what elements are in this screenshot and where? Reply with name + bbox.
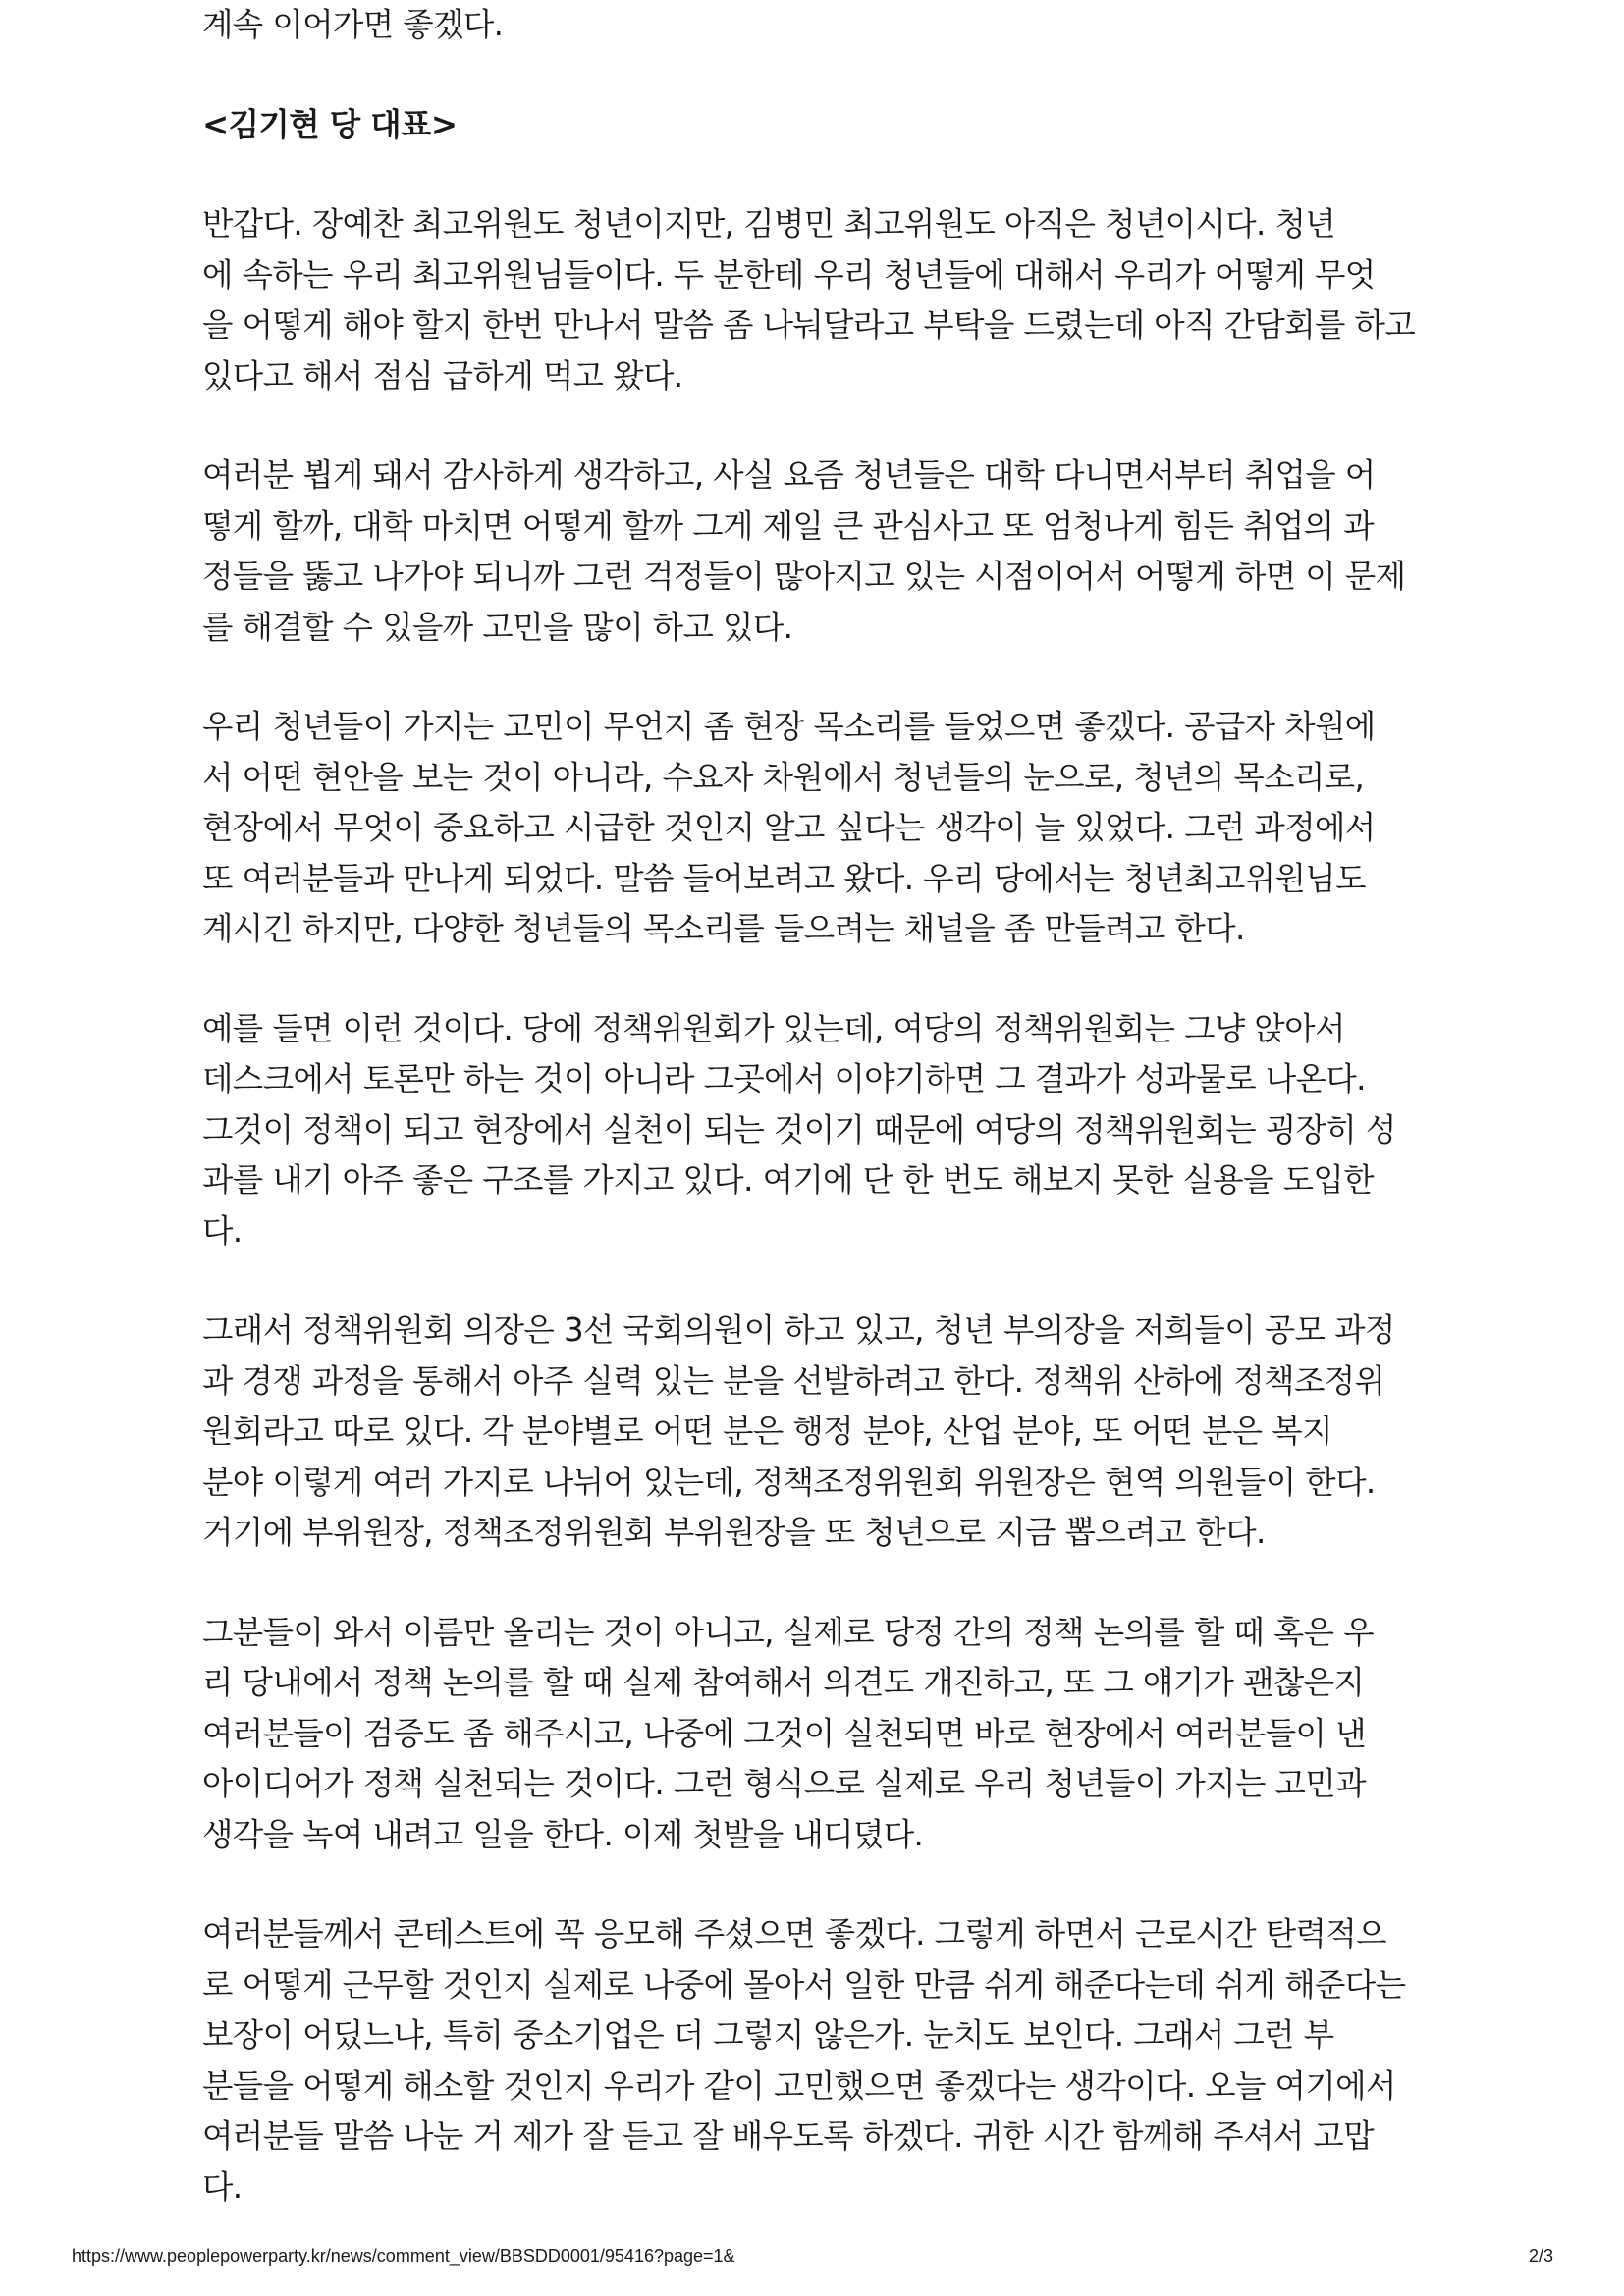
paragraph-line: 여러분들이 검증도 좀 해주시고, 나중에 그것이 실천되면 바로 현장에서 여러분들이 낸 xyxy=(202,1714,1366,1752)
page-footer xyxy=(72,2246,1553,2275)
paragraph-gap xyxy=(202,1256,1439,1306)
paragraph-line: 분들을 어떻게 해소할 것인지 우리가 같이 고민했으면 좋겠다는 생각이다. 오늘 여기에서 xyxy=(202,2066,1396,2105)
paragraph xyxy=(202,451,1439,653)
paragraph-line: 를 해결할 수 있을까 고민을 많이 하고 있다. xyxy=(202,608,793,646)
footer-url: https://www.peoplepowerparty.kr/news/comment_view/BBSDD0001/95416?page=1& xyxy=(72,2246,735,2266)
paragraph-line: 그래서 정책위원회 의장은 3선 국회의원이 하고 있고, 청년 부의장을 저희들이 공모 과정 xyxy=(202,1311,1395,1349)
paragraph-gap xyxy=(202,401,1439,451)
paragraph xyxy=(202,1608,1439,1861)
paragraph xyxy=(202,1909,1439,2213)
paragraph-line: 을 어떻게 해야 할지 한번 만나서 말씀 좀 나눠달라고 부탁을 드렸는데 아직 간담회를 하고 xyxy=(202,306,1416,344)
paragraph-line: 다. xyxy=(202,1211,243,1250)
paragraph-line: 그분들이 와서 이름만 올리는 것이 아니고, 실제로 당정 간의 정책 논의를 할 때 혹은 우 xyxy=(202,1613,1374,1651)
paragraph-gap xyxy=(202,51,1439,100)
paragraph-line: 아이디어가 정책 실천되는 것이다. 그런 형식으로 실제로 우리 청년들이 가지는 고민과 xyxy=(202,1765,1366,1802)
paragraph-line: 또 여러분들과 만나게 되었다. 말씀 들어보려고 왔다. 우리 당에서는 청년최고위원님도 xyxy=(202,859,1366,897)
paragraph-line: 떻게 할까, 대학 마치면 어떻게 할까 그게 제일 큰 관심사고 또 엄청나게 힘든 취업의 과 xyxy=(202,507,1374,545)
paragraph-line: 여러분들께서 콘테스트에 꼭 응모해 주셨으면 좋겠다. 그렇게 하면서 근로시간 탄력적으 xyxy=(202,1915,1386,1952)
paragraph-line: 생각을 녹여 내려고 일을 한다. 이제 첫발을 내디뎠다. xyxy=(202,1815,924,1853)
paragraph-line: 분야 이렇게 여러 가지로 나뉘어 있는데, 정책조정위원회 위원장은 현역 의원들이 한다. xyxy=(202,1463,1376,1501)
paragraph-gap xyxy=(202,1559,1439,1608)
paragraph-gap xyxy=(202,1860,1439,1909)
document-body xyxy=(202,0,1439,2213)
paragraph-line: 정들을 뚫고 나가야 되니까 그런 걱정들이 많아지고 있는 시점이어서 어떻게 하면 이 문제 xyxy=(202,558,1406,595)
intro-line: 계속 이어가면 좋겠다. xyxy=(202,6,504,43)
paragraph-line: 과를 내기 아주 좋은 구조를 가지고 있다. 여기에 단 한 번도 해보지 못한 실용을 도입한 xyxy=(202,1161,1374,1199)
paragraph-line: 현장에서 무엇이 중요하고 시급한 것인지 알고 싶다는 생각이 늘 있었다. 그런 과정에서 xyxy=(202,809,1376,846)
paragraph-gap xyxy=(202,150,1439,199)
paragraph-line: 에 속하는 우리 최고위원님들이다. 두 분한테 우리 청년들에 대해서 우리가 어떻게 무엇 xyxy=(202,255,1376,294)
paragraph-line: 계시긴 하지만, 다양한 청년들의 목소리를 들으려는 채널을 좀 만들려고 한다. xyxy=(202,910,1245,947)
paragraph-gap xyxy=(202,653,1439,702)
paragraph-line: 서 어떤 현안을 보는 것이 아니라, 수요자 차원에서 청년들의 눈으로, 청년의 목소리로, xyxy=(202,758,1365,796)
paragraph-line: 보장이 어딨느냐, 특히 중소기업은 더 그렇지 않은가. 눈치도 보인다. 그래서 그런 부 xyxy=(202,2016,1334,2054)
paragraph-line: 예를 들면 이런 것이다. 당에 정책위원회가 있는데, 여당의 정책위원회는 그냥 앉아서 xyxy=(202,1009,1345,1047)
page-number: 2/3 xyxy=(1528,2246,1553,2266)
paragraph-line: 데스크에서 토론만 하는 것이 아니라 그곳에서 이야기하면 그 결과가 성과물로 나온다. xyxy=(202,1060,1366,1097)
paragraph-line: 과 경쟁 과정을 통해서 아주 실력 있는 분을 선발하려고 한다. 정책위 산하에 정책조정위 xyxy=(202,1362,1385,1400)
paragraph xyxy=(202,1004,1439,1257)
paragraph-list xyxy=(202,199,1439,2213)
paragraph xyxy=(202,702,1439,955)
paragraph-line: 우리 청년들이 가지는 고민이 무언지 좀 현장 목소리를 들었으면 좋겠다. 공급자 차원에 xyxy=(202,708,1376,745)
paragraph-line: 여러분 뵙게 돼서 감사하게 생각하고, 사실 요즘 청년들은 대학 다니면서부터 취업을 어 xyxy=(202,456,1376,494)
paragraph-line: 리 당내에서 정책 논의를 할 때 실제 참여해서 의견도 개진하고, 또 그 얘기가 괜찮은지 xyxy=(202,1664,1365,1701)
paragraph xyxy=(202,1306,1439,1559)
paragraph-line: 반갑다. 장예찬 최고위원도 청년이지만, 김병민 최고위원도 아직은 청년이시다. 청년 xyxy=(202,205,1336,242)
paragraph xyxy=(202,199,1439,401)
paragraph-line: 있다고 해서 점심 급하게 먹고 왔다. xyxy=(202,356,683,395)
speaker-heading: <김기현 당 대표> xyxy=(202,105,458,143)
paragraph-line: 그것이 정책이 되고 현장에서 실천이 되는 것이기 때문에 여당의 정책위원회는 굉장히 성 xyxy=(202,1110,1396,1148)
paragraph-line: 거기에 부위원장, 정책조정위원회 부위원장을 또 청년으로 지금 뽑으려고 한다. xyxy=(202,1514,1266,1551)
paragraph-line: 여러분들 말씀 나눈 거 제가 잘 듣고 잘 배우도록 하겠다. 귀한 시간 함께해 주셔서 고맙 xyxy=(202,2117,1374,2155)
paragraph-line: 로 어떻게 근무할 것인지 실제로 나중에 몰아서 일한 만큼 쉬게 해준다는데 쉬게 해준다는 xyxy=(202,1965,1406,2003)
paragraph-line: 원회라고 따로 있다. 각 분야별로 어떤 분은 행정 분야, 산업 분야, 또 어떤 분은 복지 xyxy=(202,1413,1332,1450)
paragraph-gap xyxy=(202,955,1439,1004)
paragraph-line: 다. xyxy=(202,2167,243,2206)
